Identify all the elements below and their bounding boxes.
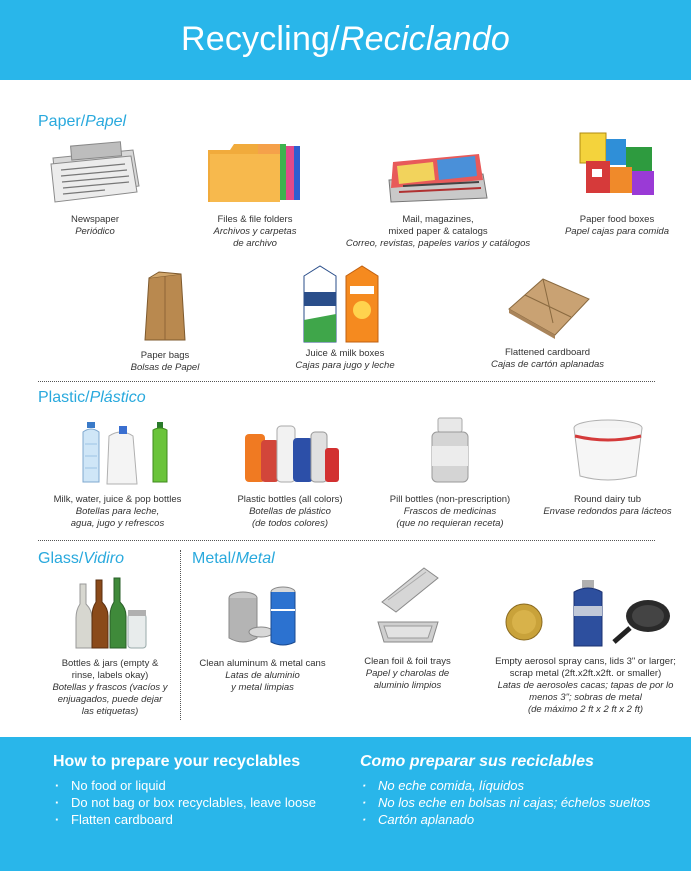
preparation-list-en <box>53 777 316 828</box>
item-file-folders: Files & file folders Archivos y carpetas de archivo <box>185 140 325 250</box>
item-newspaper: Newspaper Periódico <box>30 140 160 238</box>
list-item: · Cartón aplanado <box>360 811 650 828</box>
preparation-footer <box>0 737 691 871</box>
list-item: · No food or liquid <box>53 777 316 794</box>
item-flattened-cardboard: Flattened cardboard Cajas de cartón aplanadas <box>480 273 615 371</box>
file-folders-icon <box>200 140 310 206</box>
item-foil-trays: Clean foil & foil trays Papel y charolas de aluminio limpios <box>345 562 470 692</box>
item-plastic-bottles: Milk, water, juice & pop bottles Botellas para leche, agua, jugo y refrescos <box>40 414 195 530</box>
paper-bag-icon <box>135 268 195 344</box>
item-dairy-tub: Round dairy tub Envase redondos para lácteos <box>540 414 675 518</box>
magazines-icon <box>383 140 493 206</box>
aerosol-scrap-icon <box>496 576 676 650</box>
item-paper-food-boxes: Paper food boxes Papel cajas para comida <box>552 127 682 238</box>
list-item: · No eche comida, líquidos <box>360 777 650 794</box>
metal-cans-icon <box>223 582 303 650</box>
list-item: · No los eche en bolsas ni cajas; échelos sueltos <box>360 794 650 811</box>
page-title: Recycling/Reciclando <box>180 20 511 58</box>
milk-carton-icon <box>300 262 390 344</box>
glass-metal-divider <box>180 550 181 720</box>
pill-bottle-icon <box>420 414 480 486</box>
plastic-section-title: Plastic/Plástico <box>38 389 146 406</box>
item-metal-cans: Clean aluminum & metal cans Latas de aluminio y metal limpias <box>190 582 335 694</box>
paper-section-title: Paper/Papel <box>38 113 127 130</box>
plastic-bottles-icon <box>63 414 173 486</box>
paper-section-divider <box>38 381 655 382</box>
list-item: · Flatten cardboard <box>53 811 316 828</box>
preparation-title-es: Como preparar sus reciclables <box>360 753 594 770</box>
preparation-list-es <box>360 777 650 828</box>
preparation-spanish <box>360 753 650 828</box>
preparation-title-en: How to prepare your recyclables <box>53 753 301 770</box>
detergent-bottles-icon <box>235 414 345 486</box>
item-glass-bottles-jars: Bottles & jars (empty & rinse, labels okay) Botellas y frascos (vacíos y enjuagados, puede dejar las etiquetas) <box>40 574 180 718</box>
header-banner <box>0 0 691 80</box>
item-pill-bottles: Pill bottles (non-prescription) Frascos de medicinas (que no requieran receta) <box>375 414 525 530</box>
foil-trays-icon <box>368 562 448 650</box>
item-plastic-bottles-colors: Plastic bottles (all colors) Botellas de plástico (de todos colores) <box>220 414 360 530</box>
newspaper-icon <box>45 140 145 206</box>
item-mail-magazines: Mail, magazines, mixed paper & catalogs Correo, revistas, papeles varios y catálogos <box>338 140 538 250</box>
glass-section-title: Glass/Vidiro <box>38 550 124 567</box>
item-juice-milk-boxes: Juice & milk boxes Cajas para jugo y leche <box>280 262 410 372</box>
food-boxes-icon <box>572 127 662 206</box>
glass-bottles-icon <box>70 574 150 652</box>
plastic-section-divider <box>38 540 655 541</box>
dairy-tub-icon <box>568 414 648 486</box>
item-paper-bags: Paper bags Bolsas de Papel <box>110 268 220 374</box>
metal-section-title: Metal/Metal <box>192 550 275 567</box>
item-aerosol-scrap-metal: Empty aerosol spray cans, lids 3" or larger; scrap metal (2ft.x2ft.x2ft. or smaller) Latas de aerosoles cacas; tapas de por lo menos 3"; sobras de metal (de máximo 2 ft x 2 ft x 2 ft) <box>483 576 688 716</box>
preparation-english <box>53 753 316 828</box>
cardboard-icon <box>503 273 593 343</box>
list-item: · Do not bag or box recyclables, leave loose <box>53 794 316 811</box>
